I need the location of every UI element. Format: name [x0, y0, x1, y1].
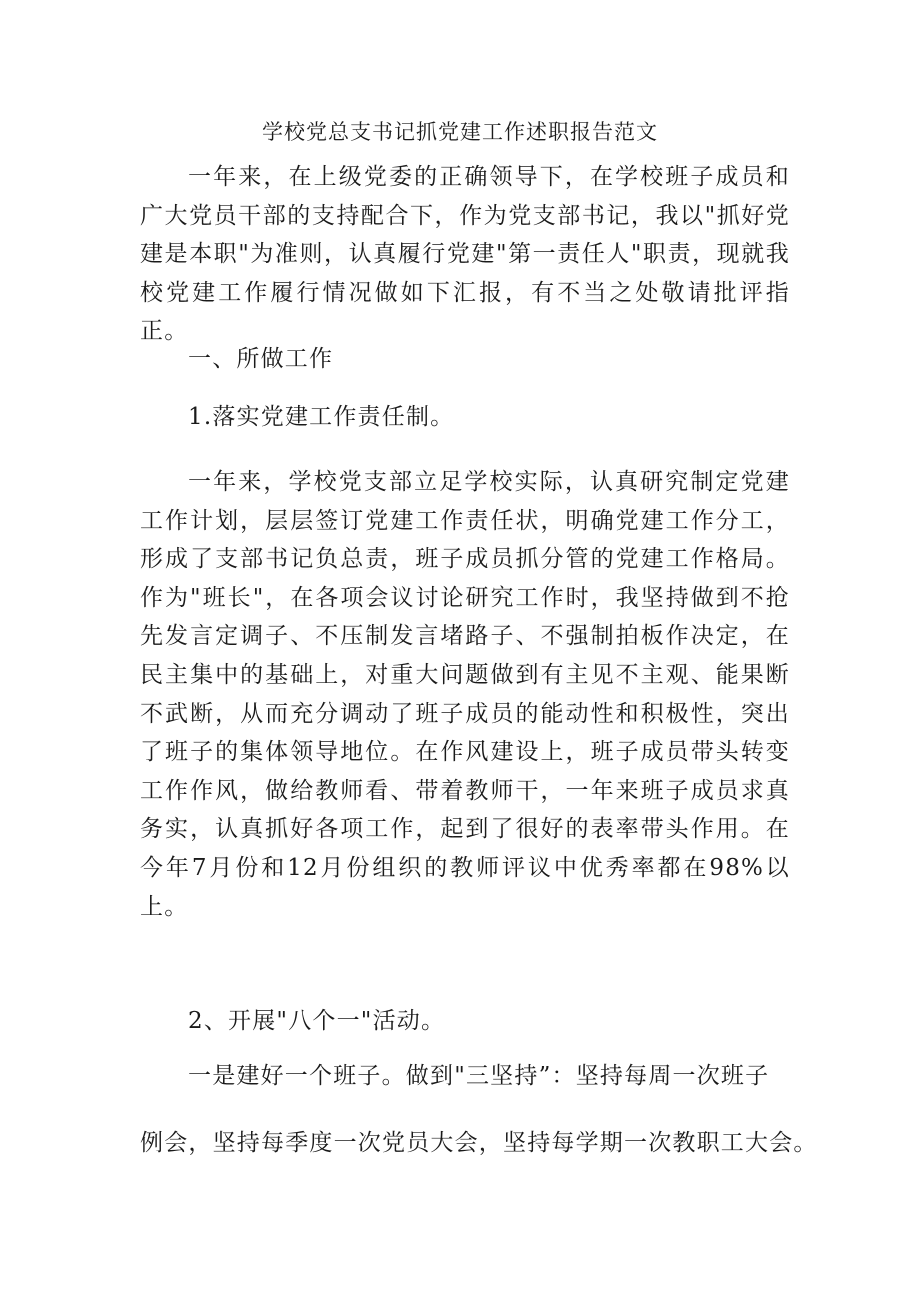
- item-body-line-meetings: 例会，坚持每季度一次党员大会，坚持每学期一次教职工大会。: [140, 1130, 818, 1156]
- item-heading-responsibility-system: 1.落实党建工作责任制。: [188, 404, 455, 430]
- item-body-responsibility-system: 一年来，学校党支部立足学校实际，认真研究制定党建工作计划，层层签订党建工作责任状，明确党建工作分工，形成了支部书记负总责，班子成员抓分管的党建工作格局。作为"班长"，在各项会议讨论研究工作时，我坚持做到不抢先发言定调子、不压制发言堵路子、不强制拍板作决定，在民主集中的基础上，对重大问题做到有主见不主观、能果断不武断，从而充分调动了班子成员的能动性和积极性，突出了班子的集体领导地位。在作风建设上，班子成员带头转变工作作风，做给教师看、带着教师干，一年来班子成员求真务实，认真抓好各项工作，起到了很好的表率带头作用。在今年7月份和12月份组织的教师评议中优秀率都在98%以上。: [140, 469, 790, 920]
- intro-paragraph: 一年来，在上级党委的正确领导下，在学校班子成员和广大党员干部的支持配合下，作为党支部书记，我以"抓好党建是本职"为准则，认真履行党建"第一责任人"职责，现就我校党建工作履行情况做如下汇报，有不当之处敬请批评指正。: [140, 164, 790, 345]
- item-body-line-build-team: 一是建好一个班子。做到"三坚持”：坚持每周一次班子: [188, 1063, 770, 1089]
- section-heading-work-done: 一、所做工作: [188, 346, 334, 372]
- document-title: 学校党总支书记抓党建工作述职报告范文: [262, 120, 658, 144]
- item-heading-eight-ones-activity: 2、开展"八个一"活动。: [188, 1008, 446, 1034]
